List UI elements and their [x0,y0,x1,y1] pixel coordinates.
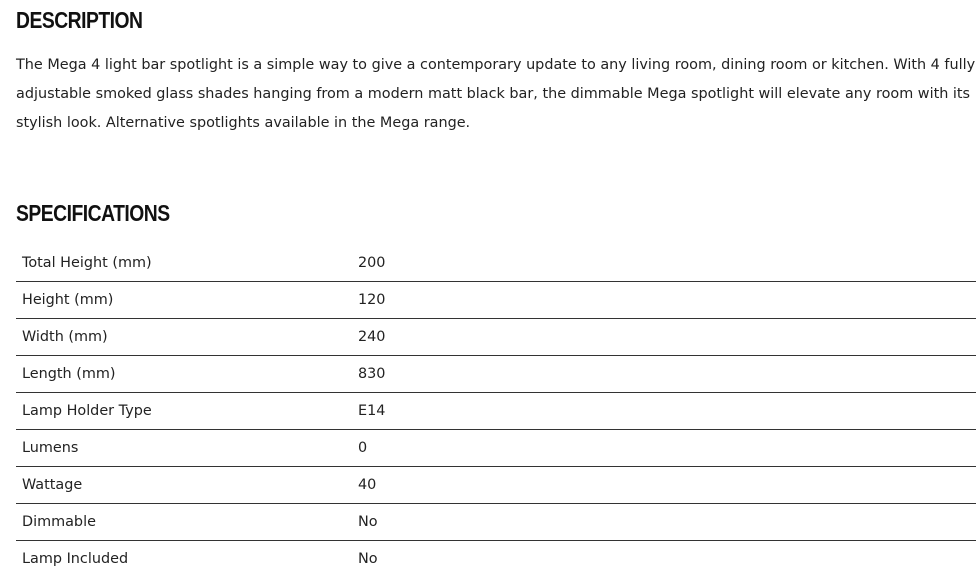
spec-label: Total Height (mm) [16,245,358,282]
spec-value: No [358,504,976,541]
spec-label: Wattage [16,467,358,504]
spec-value: 120 [358,282,976,319]
spec-label: Lumens [16,430,358,467]
spec-value: 830 [358,356,976,393]
description-heading: DESCRIPTION [16,7,143,33]
spec-row-lumens [16,430,976,467]
spec-row-lamp-included [16,541,976,575]
spec-row-length [16,356,976,393]
spec-label: Lamp Holder Type [16,393,358,430]
specifications-table [16,245,976,575]
spec-value: 240 [358,319,976,356]
spec-value: 0 [358,430,976,467]
spec-row-lamp-holder-type [16,393,976,430]
spec-row-total-height [16,245,976,282]
description-text: The Mega 4 light bar spotlight is a simple way to give a contemporary update to any living room, dining room or kitchen. With 4 fully adjustable smoked glass shades hanging from a modern matt black bar, the dimmable Mega spotlight will elevate any room with its stylish look. Alternative spotlights available in the Mega range. [16,57,976,131]
spec-value: E14 [358,393,976,430]
spec-value: 200 [358,245,976,282]
spec-label: Height (mm) [16,282,358,319]
spec-row-height [16,282,976,319]
specifications-heading: SPECIFICATIONS [16,200,170,226]
spec-value: 40 [358,467,976,504]
spec-row-width [16,319,976,356]
spec-label: Dimmable [16,504,358,541]
spec-label: Width (mm) [16,319,358,356]
spec-row-dimmable [16,504,976,541]
spec-value: No [358,551,378,567]
spec-row-wattage [16,467,976,504]
spec-label: Length (mm) [16,356,358,393]
spec-label: Lamp Included [22,551,129,567]
